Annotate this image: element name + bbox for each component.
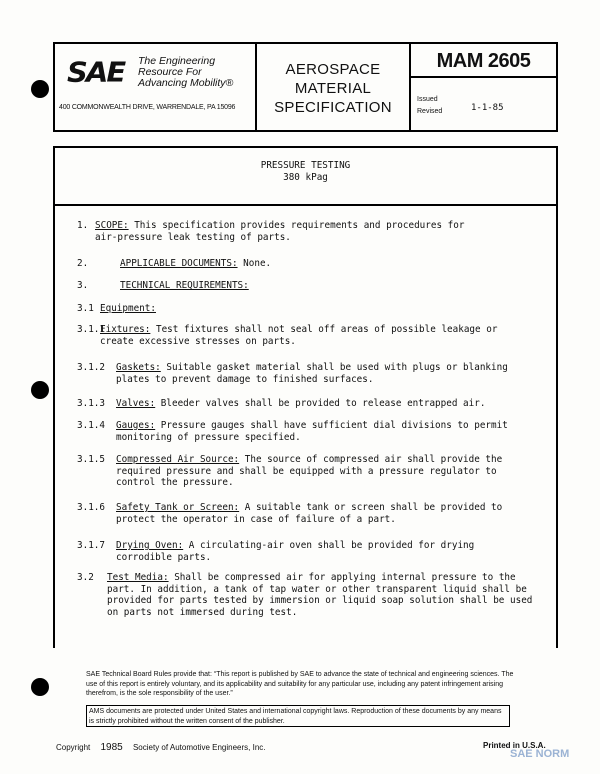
section-heading: Gauges:	[116, 420, 156, 431]
document-header	[53, 42, 558, 132]
section-text-line: air-pressure leak testing of parts.	[95, 231, 291, 243]
section-text-line: plates to prevent damage to finished surfaces.	[116, 373, 374, 385]
section-number: 1.	[77, 220, 89, 231]
sae-logo: SAE	[67, 55, 125, 89]
tagline-line: Advancing Mobility®	[138, 77, 234, 89]
copyright-year: 1985	[100, 742, 123, 753]
section-number: 3.1.2	[77, 362, 105, 373]
section-text-line: control the pressure.	[116, 477, 234, 488]
section-heading: Safety Tank or Screen:	[116, 502, 240, 513]
section-first-line	[116, 502, 502, 514]
section-number: 3.1.7	[77, 540, 105, 551]
section-text-line: corrodible parts.	[116, 551, 212, 563]
spec-type	[257, 60, 409, 117]
section-number: 3.1	[77, 303, 94, 314]
section-first-line	[95, 220, 464, 232]
section-text-line: create excessive stresses on parts.	[100, 335, 296, 347]
section-heading: Compressed Air Source:	[116, 454, 240, 465]
section-number: 3.2	[77, 572, 94, 583]
section-heading: Equipment:	[100, 303, 156, 314]
section-first-line	[116, 454, 502, 466]
specification-body	[53, 146, 558, 648]
tagline-line: Resource For	[138, 66, 202, 78]
printed-in: Printed in U.S.A.	[483, 741, 546, 750]
copyright-line	[56, 742, 265, 753]
issued-label: Issued	[417, 96, 438, 103]
spec-type-line: MATERIAL	[294, 80, 372, 97]
section-heading: Valves:	[116, 398, 156, 409]
section-first-line	[100, 324, 497, 336]
section-text-line: Bleeder valves shall be provided to release entrapped air.	[160, 398, 486, 409]
document-number: MAM 2605	[411, 46, 556, 78]
punch-hole-top	[31, 80, 49, 98]
section-text-line: on parts not immersed during test.	[107, 606, 298, 618]
dates-labels	[417, 94, 442, 118]
section-text-line: Test fixtures shall not seal off areas of possible leakage or	[155, 324, 498, 335]
document-title	[55, 160, 556, 183]
section-text-line: The source of compressed air shall provide the	[244, 454, 503, 465]
section-number: 3.1.4	[77, 420, 105, 431]
doc-info-cell	[411, 44, 556, 130]
section-text-line: protect the operator in case of failure of a part.	[116, 513, 396, 525]
section-text-line: part. In addition, a tank of tap water or other transparent liquid shall be	[107, 583, 527, 595]
section-number: 3.1.1	[77, 324, 105, 335]
section-text-line: Suitable gasket material shall be used with plugs or blanking	[166, 362, 508, 373]
spec-type-line: SPECIFICATION	[274, 99, 392, 116]
section-number: 3.1.6	[77, 502, 105, 513]
section-text-line: Shall be compressed air for applying internal pressure to the	[174, 572, 516, 583]
section-number: 3.	[77, 280, 89, 291]
copyright-owner: Society of Automotive Engineers, Inc.	[132, 743, 266, 752]
section-first-line	[100, 303, 156, 315]
section-text-line: A circulating-air oven shall be provided for drying	[188, 540, 475, 551]
section-text-line: required pressure and shall be equipped with a pressure regulator to	[116, 465, 497, 477]
sae-branding	[55, 44, 257, 130]
section-text-line: A suitable tank or screen shall be provided to	[244, 502, 503, 513]
section-heading: Test Media:	[107, 572, 169, 583]
spec-type-line: AEROSPACE	[285, 61, 381, 78]
section-first-line	[107, 572, 516, 584]
section-first-line	[116, 540, 474, 552]
copyright-notice-box: AMS documents are protected under United States and international copyright laws. Reproduction of these documents by any means is strictly prohibited without the written consent of the publisher.	[86, 705, 510, 727]
section-text-line: Pressure gauges shall have sufficient dial divisions to permit	[160, 420, 508, 431]
sae-address: 400 COMMONWEALTH DRIVE, WARRENDALE, PA 15096	[59, 104, 236, 111]
section-heading: APPLICABLE DOCUMENTS:	[120, 258, 238, 269]
title-line-1: PRESSURE TESTING	[260, 160, 351, 171]
punch-hole-middle	[31, 381, 49, 399]
title-line-2: 380 kPag	[283, 171, 328, 183]
section-text-line: This specification provides requirements and procedures for	[134, 220, 465, 231]
copyright-label: Copyright	[56, 743, 91, 752]
tagline-line: The Engineering	[138, 55, 216, 67]
punch-hole-bottom	[31, 678, 49, 696]
section-first-line	[116, 362, 508, 374]
watermark: SAE NORM	[510, 748, 570, 760]
section-first-line	[116, 420, 508, 432]
section-heading: Gaskets:	[116, 362, 161, 373]
section-number: 3.1.3	[77, 398, 105, 409]
section-number: 2.	[77, 258, 89, 269]
section-heading: SCOPE:	[95, 220, 129, 231]
section-first-line	[116, 398, 485, 410]
section-number: 3.1.5	[77, 454, 105, 465]
technical-board-rules: SAE Technical Board Rules provide that: “This report is published by SAE to advance the state of technical and engineering sciences. The use of this report is entirely voluntary, and its applicability and suitability for any particular use, including any patent infringement arising therefrom, is the sole responsibility of the user.”	[86, 671, 514, 697]
spec-type-cell	[257, 44, 411, 130]
section-heading: TECHNICAL REQUIREMENTS:	[120, 280, 249, 291]
sae-tagline	[138, 56, 253, 89]
revised-label: Revised	[417, 108, 443, 115]
section-first-line	[120, 280, 249, 292]
title-divider	[55, 204, 556, 206]
section-text-line: None.	[243, 258, 272, 269]
section-text-line: provided for parts tested by immersion or liquid soap solution shall be used	[107, 595, 533, 606]
section-heading: Drying Oven:	[116, 540, 184, 551]
section-text-line: monitoring of pressure specified.	[116, 431, 301, 443]
issued-date: 1-1-85	[471, 103, 504, 113]
section-heading: Fixtures:	[100, 324, 151, 335]
section-first-line	[120, 258, 271, 270]
